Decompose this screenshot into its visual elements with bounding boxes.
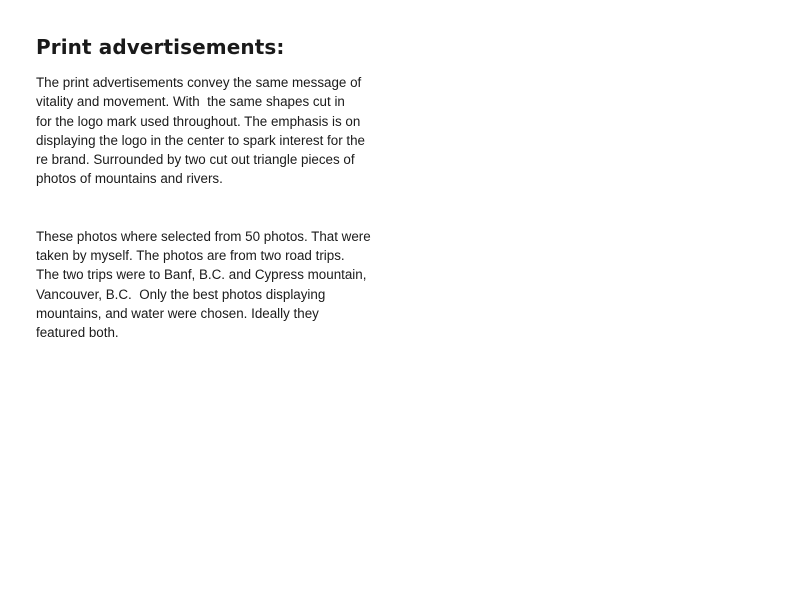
text-line: displaying the logo in the center to spark interest for the [36, 132, 366, 148]
text-line: vitality and movement. With the same shapes cut in [36, 94, 345, 110]
paragraph-print-ads [36, 73, 396, 189]
text-line: The print advertisements convey the same message of [36, 75, 362, 90]
text-line: The two trips were to Banf, B.C. and Cypress mountain, [36, 267, 367, 283]
text-line: for the logo mark used throughout. The emphasis is on [36, 113, 361, 129]
page-content [36, 33, 396, 343]
page-title: Print advertisements: [36, 35, 285, 59]
text-line: mountains, and water were chosen. Ideally they [36, 305, 319, 321]
text-line: photos of mountains and rivers. [36, 171, 223, 187]
paragraph-photos [36, 227, 396, 343]
text-line: taken by myself. The photos are from two road trips. [36, 248, 345, 264]
text-line: Vancouver, B.C. Only the best photos displaying [36, 286, 326, 302]
text-line: These photos where selected from 50 photos. That were [36, 228, 371, 244]
text-line: re brand. Surrounded by two cut out triangle pieces of [36, 152, 355, 168]
text-line: featured both. [36, 325, 119, 341]
